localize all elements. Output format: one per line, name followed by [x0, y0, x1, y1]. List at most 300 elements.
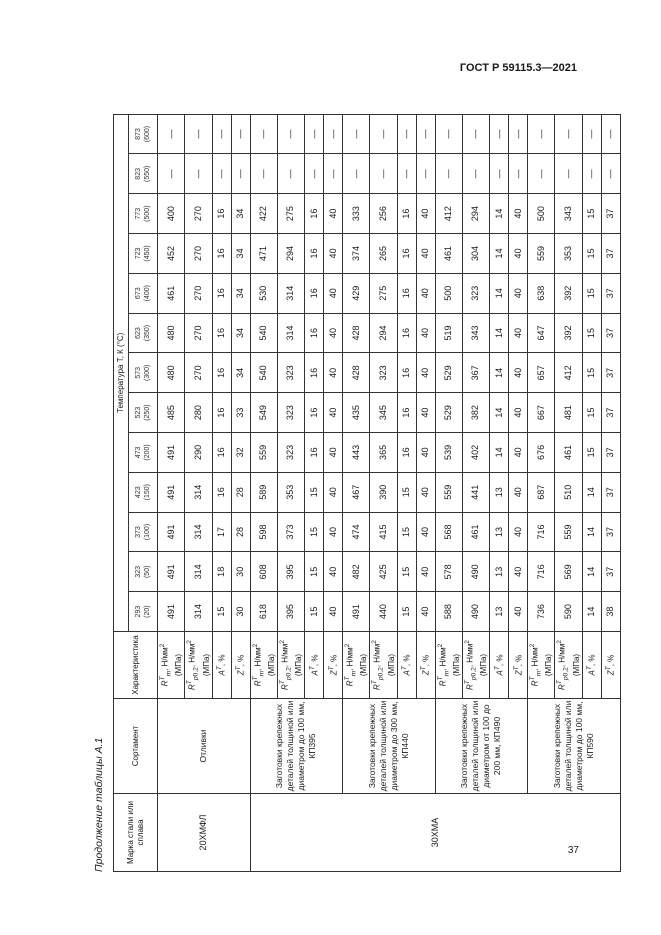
value-cell: 13 [490, 592, 509, 632]
value-cell: — [555, 114, 582, 154]
value-cell: 34 [231, 353, 250, 393]
characteristic-cell: $Z^T$, % [509, 632, 528, 699]
temp-header-473: 473 (200) [129, 433, 158, 473]
value-cell: 16 [212, 313, 231, 353]
value-cell: 40 [416, 273, 435, 313]
value-cell: 15 [397, 552, 416, 592]
value-cell: 16 [397, 433, 416, 473]
value-cell: 30 [231, 552, 250, 592]
characteristic-cell: $A^T$, % [305, 632, 324, 699]
value-cell: 540 [250, 313, 277, 353]
value-cell: 676 [528, 433, 555, 473]
characteristic-cell: $A^T$, % [582, 632, 601, 699]
value-cell: 294 [370, 313, 397, 353]
value-cell: 539 [435, 433, 462, 473]
value-cell: — [509, 114, 528, 154]
value-cell: 13 [490, 552, 509, 592]
value-cell: 37 [601, 552, 620, 592]
value-cell: 461 [462, 512, 489, 552]
value-cell: 294 [277, 234, 304, 274]
value-cell: 598 [250, 512, 277, 552]
temp-header-623: 623 (350) [129, 313, 158, 353]
value-cell: 314 [185, 592, 212, 632]
value-cell: 40 [509, 512, 528, 552]
assortment-cell: Заготовки крепежных деталей толщиной или диаметром от 100 до 200 мм, КП490 [435, 699, 528, 794]
value-cell: 314 [277, 273, 304, 313]
value-cell: 40 [324, 393, 343, 433]
value-cell: 40 [509, 234, 528, 274]
value-cell: 425 [370, 552, 397, 592]
value-cell: 14 [582, 552, 601, 592]
value-cell: — [231, 154, 250, 194]
table-row [250, 114, 277, 871]
value-cell: 618 [250, 592, 277, 632]
value-cell: — [343, 154, 370, 194]
value-cell: 34 [231, 194, 250, 234]
value-cell: — [490, 154, 509, 194]
value-cell: 333 [343, 194, 370, 234]
value-cell: 40 [324, 313, 343, 353]
value-cell: 16 [212, 194, 231, 234]
value-cell: — [555, 154, 582, 194]
value-cell: 40 [324, 194, 343, 234]
value-cell: 608 [250, 552, 277, 592]
value-cell: 402 [462, 433, 489, 473]
value-cell: 568 [435, 512, 462, 552]
value-cell: 519 [435, 313, 462, 353]
value-cell: — [397, 114, 416, 154]
value-cell: 37 [601, 273, 620, 313]
value-cell: 395 [277, 552, 304, 592]
temp-header-293: 293 (20) [129, 592, 158, 632]
value-cell: 32 [231, 433, 250, 473]
value-cell: 28 [231, 512, 250, 552]
value-cell: — [305, 114, 324, 154]
value-cell: 590 [555, 592, 582, 632]
value-cell: 510 [555, 472, 582, 512]
page-number: 37 [567, 845, 579, 856]
value-cell: — [305, 154, 324, 194]
value-cell: 16 [305, 194, 324, 234]
value-cell: 440 [370, 592, 397, 632]
value-cell: 40 [324, 353, 343, 393]
value-cell: 15 [397, 472, 416, 512]
value-cell: 14 [490, 393, 509, 433]
value-cell: 40 [324, 433, 343, 473]
value-cell: 15 [305, 512, 324, 552]
value-cell: 15 [582, 273, 601, 313]
col-header-temperature-group: Температура T, К (°C) [114, 114, 129, 631]
value-cell: — [250, 154, 277, 194]
value-cell: 40 [509, 194, 528, 234]
value-cell: 400 [158, 194, 185, 234]
value-cell: — [416, 154, 435, 194]
value-cell: — [158, 114, 185, 154]
value-cell: — [250, 114, 277, 154]
assortment-cell: Заготовки крепежных деталей толщиной или диаметром до 100 мм, КП395 [250, 699, 343, 794]
value-cell: 40 [416, 552, 435, 592]
value-cell: 353 [277, 472, 304, 512]
value-cell: 461 [555, 433, 582, 473]
value-cell: — [582, 154, 601, 194]
value-cell: 14 [490, 194, 509, 234]
value-cell: 34 [231, 313, 250, 353]
value-cell: 18 [212, 552, 231, 592]
characteristic-cell: $R^T_m$, $Н/мм^2$ (МПа) [343, 632, 370, 699]
value-cell: 40 [324, 512, 343, 552]
value-cell: 422 [250, 194, 277, 234]
characteristic-cell: $R^T_m$, $Н/мм^2$ (МПа) [528, 632, 555, 699]
value-cell: 16 [397, 393, 416, 433]
characteristic-cell: $R^T_m$, $Н/мм^2$ (МПа) [435, 632, 462, 699]
value-cell: 588 [435, 592, 462, 632]
value-cell: — [212, 114, 231, 154]
value-cell: 314 [185, 472, 212, 512]
value-cell: 16 [305, 313, 324, 353]
value-cell: 280 [185, 393, 212, 433]
value-cell: 34 [231, 273, 250, 313]
value-cell: 429 [343, 273, 370, 313]
value-cell: 40 [324, 472, 343, 512]
value-cell: 657 [528, 353, 555, 393]
value-cell: 16 [305, 273, 324, 313]
value-cell: 647 [528, 313, 555, 353]
temp-header-323: 323 (50) [129, 552, 158, 592]
value-cell: 461 [435, 234, 462, 274]
value-cell: 14 [490, 234, 509, 274]
value-cell: 491 [158, 512, 185, 552]
temp-header-523: 523 (250) [129, 393, 158, 433]
temp-header-773: 773 (500) [129, 194, 158, 234]
value-cell: 37 [601, 512, 620, 552]
value-cell: 16 [305, 234, 324, 274]
value-cell: 40 [509, 433, 528, 473]
value-cell: 38 [601, 592, 620, 632]
value-cell: 16 [212, 433, 231, 473]
value-cell: 270 [185, 313, 212, 353]
value-cell: 40 [416, 512, 435, 552]
table-row [528, 114, 555, 871]
value-cell: 452 [158, 234, 185, 274]
value-cell: 15 [582, 393, 601, 433]
value-cell: 716 [528, 552, 555, 592]
value-cell: — [528, 154, 555, 194]
col-header-grade: Марка стали или сплава [114, 794, 158, 872]
value-cell: 14 [490, 353, 509, 393]
value-cell: 40 [509, 273, 528, 313]
value-cell: 345 [370, 393, 397, 433]
value-cell: 540 [250, 353, 277, 393]
value-cell: 28 [231, 472, 250, 512]
value-cell: 270 [185, 273, 212, 313]
characteristic-cell: $R^T_{p0,2}$, $Н/мм^2$ (МПа) [555, 632, 582, 699]
col-header-assortment: Сортамент [114, 699, 158, 794]
value-cell: 270 [185, 353, 212, 393]
value-cell: 373 [277, 512, 304, 552]
value-cell: — [277, 154, 304, 194]
temp-header-723: 723 (450) [129, 234, 158, 274]
value-cell: 491 [343, 592, 370, 632]
value-cell: 474 [343, 512, 370, 552]
value-cell: — [324, 114, 343, 154]
value-cell: — [277, 114, 304, 154]
value-cell: — [185, 114, 212, 154]
value-cell: — [324, 154, 343, 194]
mechanical-properties-table [113, 114, 621, 872]
value-cell: 40 [509, 393, 528, 433]
value-cell: 559 [250, 433, 277, 473]
table-row [158, 114, 185, 871]
value-cell: 412 [555, 353, 582, 393]
value-cell: 16 [397, 273, 416, 313]
value-cell: 40 [416, 353, 435, 393]
value-cell: 323 [462, 273, 489, 313]
value-cell: 40 [324, 273, 343, 313]
value-cell: 323 [277, 393, 304, 433]
value-cell: 13 [490, 512, 509, 552]
value-cell: 374 [343, 234, 370, 274]
value-cell: 15 [582, 313, 601, 353]
value-cell: 16 [397, 313, 416, 353]
value-cell: 16 [305, 433, 324, 473]
value-cell: 395 [277, 592, 304, 632]
temp-header-373: 373 (100) [129, 512, 158, 552]
value-cell: 265 [370, 234, 397, 274]
characteristic-cell: $Z^T$, % [416, 632, 435, 699]
value-cell: 491 [158, 472, 185, 512]
assortment-cell: Заготовки крепежных деталей толщиной или диаметром до 300 мм, КП440 [343, 699, 436, 794]
characteristic-cell: $R^T_{p0,2}$, $Н/мм^2$ (МПа) [370, 632, 397, 699]
characteristic-cell: $Z^T$, % [601, 632, 620, 699]
value-cell: 16 [212, 234, 231, 274]
value-cell: 34 [231, 234, 250, 274]
value-cell: 15 [305, 592, 324, 632]
value-cell: 392 [555, 313, 582, 353]
value-cell: 485 [158, 393, 185, 433]
value-cell: 15 [305, 552, 324, 592]
value-cell: 15 [212, 592, 231, 632]
value-cell: 37 [601, 433, 620, 473]
value-cell: 40 [324, 592, 343, 632]
value-cell: 638 [528, 273, 555, 313]
value-cell: 40 [416, 234, 435, 274]
value-cell: 529 [435, 393, 462, 433]
characteristic-cell: $Z^T$, % [231, 632, 250, 699]
value-cell: 294 [462, 194, 489, 234]
document-header-standard: ГОСТ Р 59115.3—2021 [459, 62, 577, 74]
value-cell: — [528, 114, 555, 154]
value-cell: 343 [555, 194, 582, 234]
value-cell: — [601, 154, 620, 194]
value-cell: — [601, 114, 620, 154]
value-cell: 569 [555, 552, 582, 592]
value-cell: 323 [277, 433, 304, 473]
col-header-characteristic: Характеристика [114, 632, 158, 699]
table-caption: Продолжение таблицы А.1 [93, 737, 105, 872]
value-cell: 14 [490, 273, 509, 313]
value-cell: 16 [305, 393, 324, 433]
value-cell: — [397, 154, 416, 194]
value-cell: 443 [343, 433, 370, 473]
temp-header-573: 573 (300) [129, 353, 158, 393]
value-cell: — [435, 114, 462, 154]
value-cell: 40 [416, 592, 435, 632]
value-cell: 441 [462, 472, 489, 512]
value-cell: 390 [370, 472, 397, 512]
value-cell: 16 [212, 353, 231, 393]
value-cell: 314 [185, 552, 212, 592]
value-cell: 33 [231, 393, 250, 433]
value-cell: 17 [212, 512, 231, 552]
value-cell: 16 [212, 472, 231, 512]
value-cell: 37 [601, 393, 620, 433]
value-cell: 500 [528, 194, 555, 234]
value-cell: 559 [528, 234, 555, 274]
rotated-table-region [93, 112, 616, 872]
value-cell: 530 [250, 273, 277, 313]
value-cell: 412 [435, 194, 462, 234]
value-cell: 15 [397, 592, 416, 632]
value-cell: 491 [158, 433, 185, 473]
value-cell: 15 [397, 512, 416, 552]
value-cell: 687 [528, 472, 555, 512]
characteristic-cell: $Z^T$, % [324, 632, 343, 699]
value-cell: 491 [158, 592, 185, 632]
grade-cell: 30ХМА [250, 794, 620, 872]
value-cell: 37 [601, 234, 620, 274]
value-cell: — [490, 114, 509, 154]
characteristic-cell: $R^T_{p0,2}$, $Н/мм^2$ (МПа) [277, 632, 304, 699]
value-cell: 37 [601, 313, 620, 353]
value-cell: 37 [601, 194, 620, 234]
value-cell: 435 [343, 393, 370, 433]
value-cell: 471 [250, 234, 277, 274]
value-cell: 667 [528, 393, 555, 433]
value-cell: 13 [490, 472, 509, 512]
value-cell: 736 [528, 592, 555, 632]
value-cell: 290 [185, 433, 212, 473]
value-cell: 14 [490, 433, 509, 473]
value-cell: 461 [158, 273, 185, 313]
value-cell: 415 [370, 512, 397, 552]
table-row [435, 114, 462, 871]
value-cell: 304 [462, 234, 489, 274]
value-cell: 467 [343, 472, 370, 512]
grade-cell: 20ХМФЛ [158, 794, 251, 872]
value-cell: — [416, 114, 435, 154]
value-cell: — [370, 114, 397, 154]
value-cell: 37 [601, 472, 620, 512]
characteristic-cell: $A^T$, % [490, 632, 509, 699]
value-cell: 40 [324, 234, 343, 274]
value-cell: 16 [212, 393, 231, 433]
value-cell: 40 [416, 313, 435, 353]
value-cell: 37 [601, 353, 620, 393]
value-cell: 428 [343, 313, 370, 353]
value-cell: 15 [582, 433, 601, 473]
value-cell: — [370, 154, 397, 194]
value-cell: 14 [582, 592, 601, 632]
value-cell: 529 [435, 353, 462, 393]
value-cell: 40 [416, 393, 435, 433]
value-cell: 549 [250, 393, 277, 433]
characteristic-cell: $R^T_{p0,2}$, $Н/мм^2$ (МПа) [185, 632, 212, 699]
value-cell: 559 [555, 512, 582, 552]
value-cell: 481 [555, 393, 582, 433]
value-cell: 15 [582, 194, 601, 234]
temp-header-873: 873 (600) [129, 114, 158, 154]
value-cell: — [158, 154, 185, 194]
value-cell: 491 [158, 552, 185, 592]
value-cell: 490 [462, 592, 489, 632]
value-cell: 275 [370, 273, 397, 313]
characteristic-cell: $R^T_m$, $Н/мм^2$ (МПа) [158, 632, 185, 699]
value-cell: 270 [185, 194, 212, 234]
value-cell: 40 [416, 194, 435, 234]
characteristic-cell: $R^T_{p0,2}$, $Н/мм^2$ (МПа) [462, 632, 489, 699]
characteristic-cell: $R^T_m$, $Н/мм^2$ (МПа) [250, 632, 277, 699]
characteristic-cell: $A^T$, % [212, 632, 231, 699]
value-cell: 40 [509, 472, 528, 512]
value-cell: 314 [185, 512, 212, 552]
value-cell: 578 [435, 552, 462, 592]
value-cell: — [582, 114, 601, 154]
value-cell: 559 [435, 472, 462, 512]
value-cell: — [185, 154, 212, 194]
value-cell: 323 [277, 353, 304, 393]
characteristic-cell: $A^T$, % [397, 632, 416, 699]
temp-header-823: 823 (550) [129, 154, 158, 194]
value-cell: 40 [416, 433, 435, 473]
value-cell: — [231, 114, 250, 154]
value-cell: 16 [397, 353, 416, 393]
value-cell: 16 [212, 273, 231, 313]
value-cell: 482 [343, 552, 370, 592]
table-row [343, 114, 370, 871]
value-cell: 15 [582, 353, 601, 393]
assortment-cell: Заготовки крепежных деталей толщиной или диаметром до 100 мм, КП590 [528, 699, 621, 794]
value-cell: 314 [277, 313, 304, 353]
value-cell: 30 [231, 592, 250, 632]
value-cell: 256 [370, 194, 397, 234]
value-cell: — [462, 114, 489, 154]
value-cell: 500 [435, 273, 462, 313]
value-cell: 589 [250, 472, 277, 512]
value-cell: — [343, 114, 370, 154]
value-cell: 14 [490, 313, 509, 353]
value-cell: 428 [343, 353, 370, 393]
value-cell: 270 [185, 234, 212, 274]
value-cell: 480 [158, 313, 185, 353]
temp-header-673: 673 (400) [129, 273, 158, 313]
value-cell: 367 [462, 353, 489, 393]
value-cell: 716 [528, 512, 555, 552]
value-cell: 40 [324, 552, 343, 592]
assortment-cell: Отливки [158, 699, 251, 794]
value-cell: 353 [555, 234, 582, 274]
value-cell: 16 [397, 194, 416, 234]
value-cell: 16 [397, 234, 416, 274]
value-cell: 343 [462, 313, 489, 353]
value-cell: 382 [462, 393, 489, 433]
value-cell: — [435, 154, 462, 194]
value-cell: 16 [305, 353, 324, 393]
value-cell: 40 [509, 592, 528, 632]
value-cell: 15 [305, 472, 324, 512]
value-cell: 323 [370, 353, 397, 393]
value-cell: 40 [509, 313, 528, 353]
value-cell: 480 [158, 353, 185, 393]
